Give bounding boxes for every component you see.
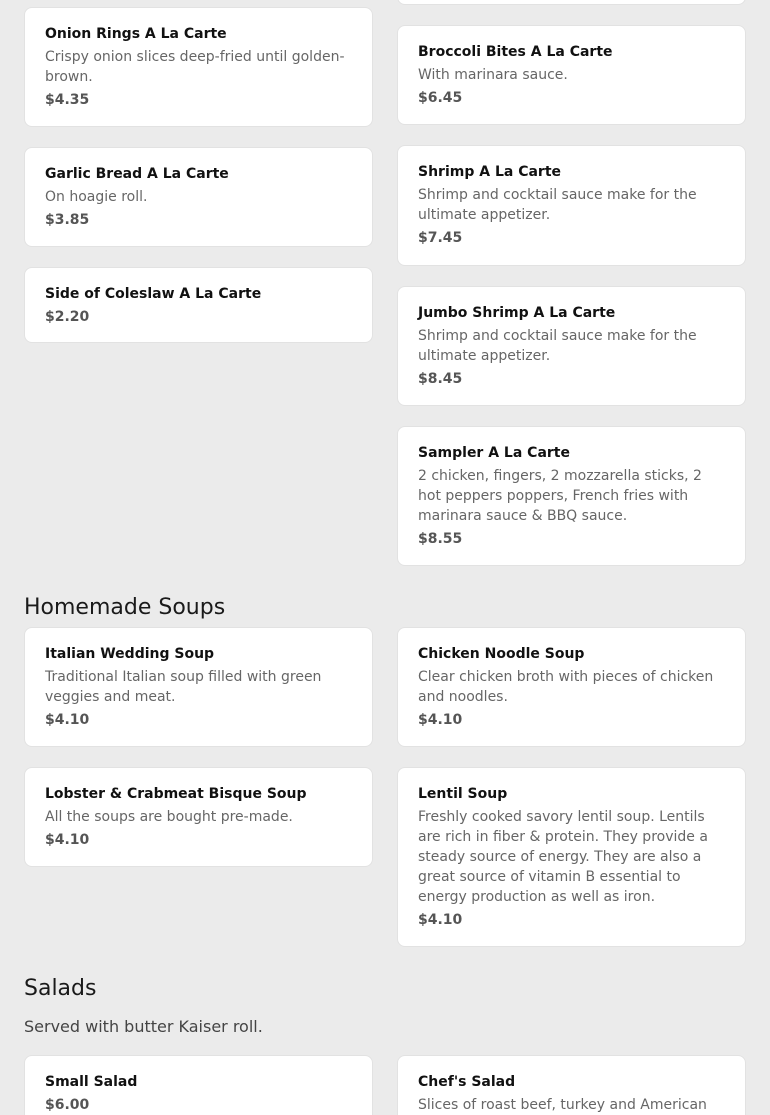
item-price: $4.35 — [45, 92, 90, 108]
menu-item-small-salad[interactable] — [24, 1055, 373, 1115]
section-subtitle-salads: Served with butter Kaiser roll. — [24, 1017, 263, 1036]
item-name: Italian Wedding Soup — [45, 646, 215, 662]
item-price: $8.55 — [418, 531, 463, 547]
item-price: $6.00 — [45, 1097, 90, 1113]
item-name: Sampler A La Carte — [418, 445, 570, 461]
item-description: 2 chicken, fingers, 2 mozzarella sticks, 2 hot peppers poppers, French fries with marinara sauce & BBQ sauce. — [418, 468, 702, 524]
item-description: Clear chicken broth with pieces of chicken and noodles. — [418, 669, 714, 705]
menu-item-garlic-bread[interactable] — [24, 147, 373, 247]
menu-item-card[interactable] — [397, 0, 746, 5]
menu-item-chefs-salad[interactable] — [397, 1055, 746, 1115]
item-name: Jumbo Shrimp A La Carte — [418, 305, 616, 321]
item-name: Lobster & Crabmeat Bisque Soup — [45, 786, 307, 802]
menu-item-chicken-noodle-soup[interactable] — [397, 627, 746, 747]
item-price: $7.45 — [418, 230, 463, 246]
menu-item-side-of-coleslaw[interactable] — [24, 267, 373, 343]
menu-item-jumbo-shrimp[interactable] — [397, 286, 746, 406]
item-price: $8.45 — [418, 371, 463, 387]
section-title-salads: Salads — [24, 976, 97, 1001]
item-price: $4.10 — [45, 832, 90, 848]
item-price: $2.20 — [45, 309, 90, 325]
item-name: Shrimp A La Carte — [418, 164, 562, 180]
item-name: Side of Coleslaw A La Carte — [45, 286, 262, 302]
menu-item-lentil-soup[interactable] — [397, 767, 746, 947]
item-description: Freshly cooked savory lentil soup. Lentils are rich in fiber & protein. They provide a steady source of energy. They are also a great source of vitamin B essential to energy production as well as iron. — [418, 809, 708, 905]
menu-item-onion-rings[interactable] — [24, 7, 373, 127]
item-price: $4.10 — [418, 712, 463, 728]
item-name: Lentil Soup — [418, 786, 508, 802]
item-description: On hoagie roll. — [45, 189, 148, 205]
item-name: Small Salad — [45, 1074, 138, 1090]
item-price: $3.85 — [45, 212, 90, 228]
item-description: All the soups are bought pre-made. — [45, 809, 293, 825]
item-name: Onion Rings A La Carte — [45, 26, 227, 42]
item-description: Shrimp and cocktail sauce make for the ultimate appetizer. — [418, 328, 697, 364]
item-name: Chef's Salad — [418, 1074, 516, 1090]
item-price: $4.10 — [45, 712, 90, 728]
item-name: Broccoli Bites A La Carte — [418, 44, 613, 60]
menu-item-shrimp[interactable] — [397, 145, 746, 266]
item-description: Shrimp and cocktail sauce make for the ultimate appetizer. — [418, 187, 697, 223]
item-name: Chicken Noodle Soup — [418, 646, 585, 662]
section-title-soups: Homemade Soups — [24, 595, 226, 620]
menu-item-italian-wedding-soup[interactable] — [24, 627, 373, 747]
item-name: Garlic Bread A La Carte — [45, 166, 229, 182]
menu-item-broccoli-bites[interactable] — [397, 25, 746, 125]
menu-item-lobster-crabmeat-bisque-soup[interactable] — [24, 767, 373, 867]
menu-item-sampler[interactable] — [397, 426, 746, 566]
item-description: Crispy onion slices deep-fried until golden-brown. — [45, 49, 345, 85]
item-price: $6.45 — [418, 90, 463, 106]
item-description: Slices of roast beef, turkey and American — [418, 1097, 707, 1113]
item-description: Traditional Italian soup filled with green veggies and meat. — [45, 669, 322, 705]
item-price: $4.10 — [418, 912, 463, 928]
item-description: With marinara sauce. — [418, 67, 568, 83]
